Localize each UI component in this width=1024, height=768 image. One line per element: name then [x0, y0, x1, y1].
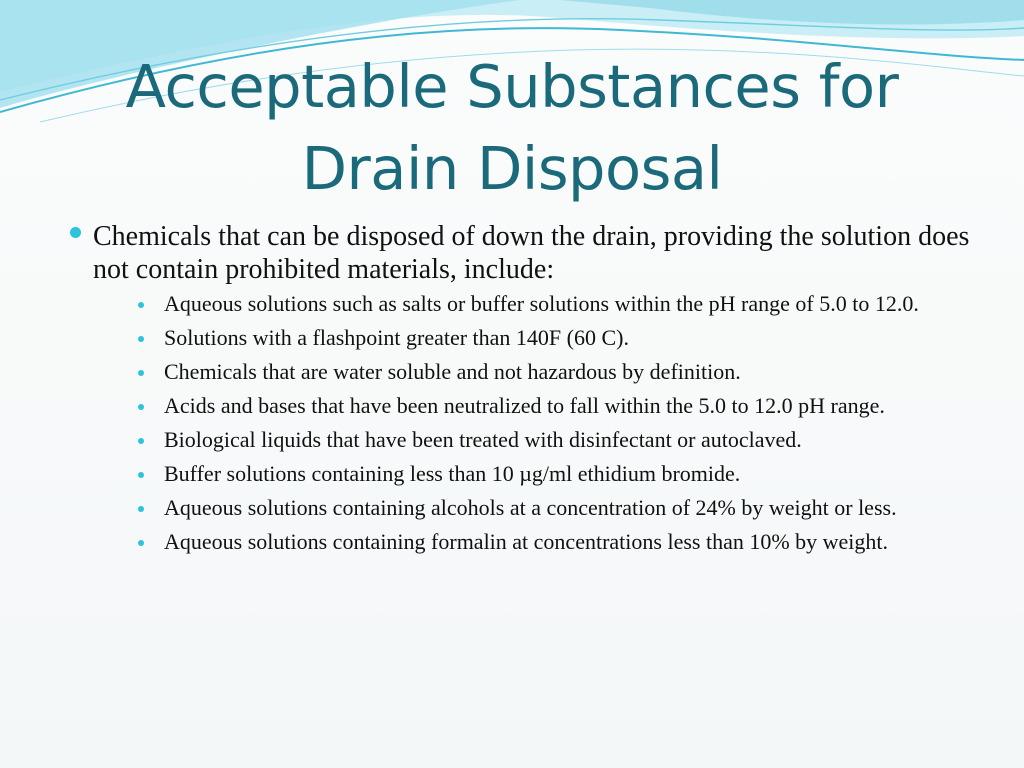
list-item	[164, 426, 970, 454]
intro-text: Chemicals that can be disposed of down the drain, providing the solution does not contain prohibited materials, include:	[93, 221, 970, 285]
bullet-small-dot-icon	[138, 370, 144, 376]
list-item-text: Biological liquids that have been treated with disinfectant or autoclaved.	[164, 427, 802, 452]
substance-list	[70, 290, 970, 556]
list-item	[164, 358, 970, 386]
list-item-text: Buffer solutions containing less than 10 µg/ml ethidium bromide.	[164, 461, 741, 486]
main-bullet-point	[70, 220, 970, 286]
list-item	[164, 324, 970, 352]
list-item-text: Solutions with a flashpoint greater than 140F (60 C).	[164, 325, 629, 350]
list-item-text: Aqueous solutions containing formalin at concentrations less than 10% by weight.	[164, 529, 889, 554]
list-item	[164, 290, 970, 318]
bullet-small-dot-icon	[138, 540, 144, 546]
bullet-small-dot-icon	[138, 336, 144, 342]
list-item-text: Aqueous solutions containing alcohols at a concentration of 24% by weight or less.	[164, 495, 897, 520]
title-line-2: Drain Disposal	[301, 134, 723, 203]
list-item	[164, 460, 970, 488]
bullet-small-dot-icon	[138, 404, 144, 410]
bullet-small-dot-icon	[138, 302, 144, 308]
list-item	[164, 494, 970, 522]
bullet-small-dot-icon	[138, 506, 144, 512]
list-item	[164, 392, 970, 420]
list-item	[164, 528, 970, 556]
bullet-dot-icon	[70, 227, 81, 238]
list-item-text: Chemicals that are water soluble and not hazardous by definition.	[164, 359, 741, 384]
bullet-small-dot-icon	[138, 472, 144, 478]
bullet-small-dot-icon	[138, 438, 144, 444]
list-item-text: Acids and bases that have been neutralized to fall within the 5.0 to 12.0 pH range.	[164, 393, 885, 418]
list-item-text: Aqueous solutions such as salts or buffer solutions within the pH range of 5.0 to 12.0.	[164, 291, 919, 316]
slide-body	[70, 220, 970, 562]
slide-title	[40, 46, 984, 210]
title-line-1: Acceptable Substances for	[125, 52, 899, 121]
